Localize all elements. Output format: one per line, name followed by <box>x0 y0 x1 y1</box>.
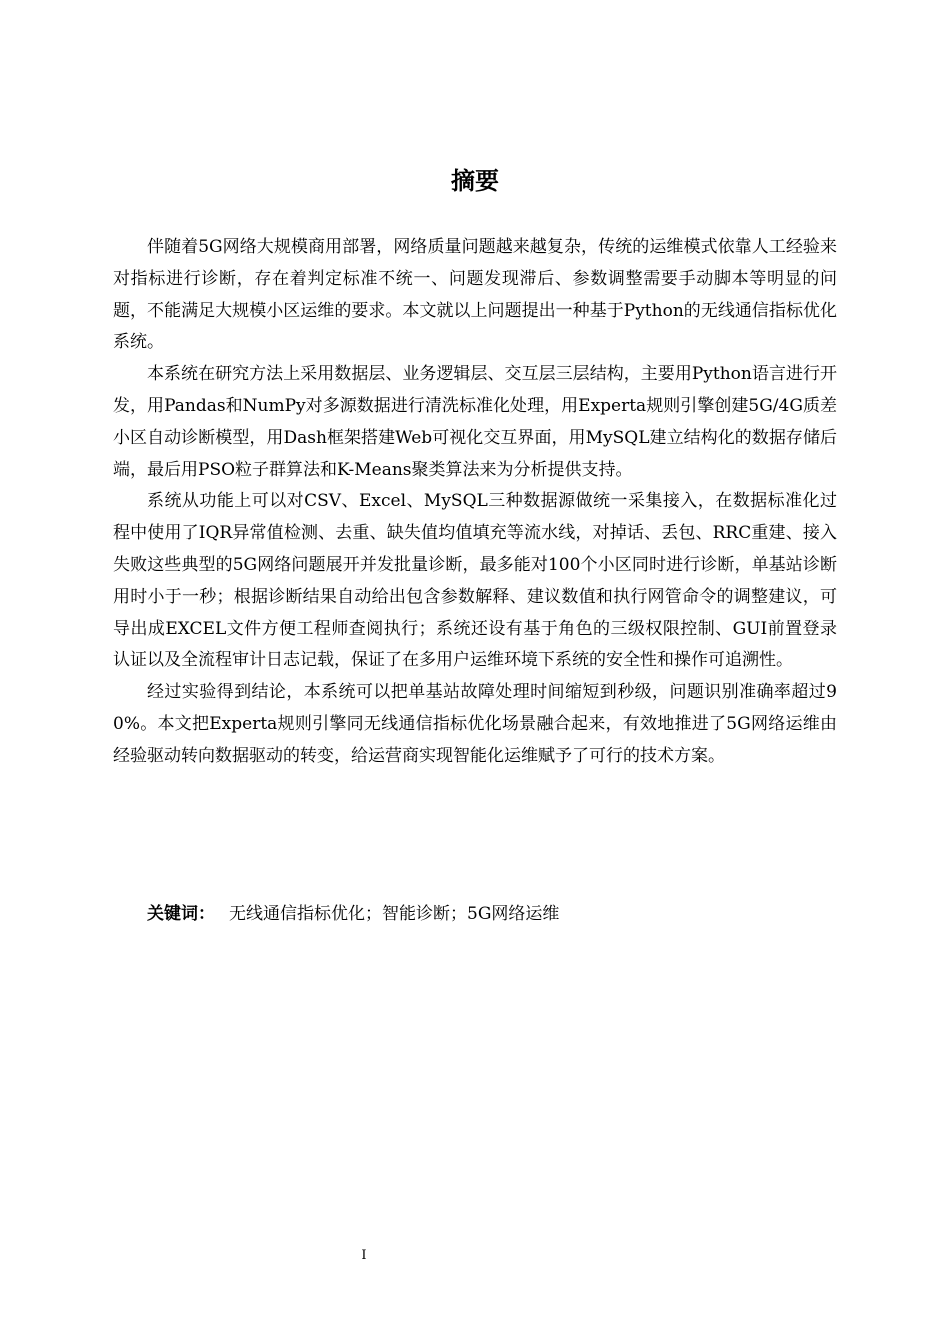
abstract-paragraph: 伴随着5G网络大规模商用部署，网络质量问题越来越复杂，传统的运维模式依靠人工经验来对指标进行诊断，存在着判定标准不统一、问题发现滞后、参数调整需要手动脚本等明显的问题，不能满足大规模小区运维的要求。本文就以上问题提出一种基于Python的无线通信指标优化系统。 <box>113 237 837 353</box>
abstract-paragraph: 经过实验得到结论，本系统可以把单基站故障处理时间缩短到秒级，问题识别准确率超过90%。本文把Experta规则引擎同无线通信指标优化场景融合起来，有效地推进了5G网络运维由经验驱动转向数据驱动的转变，给运营商实现智能化运维赋予了可行的技术方案。 <box>113 682 837 766</box>
keywords-text: 无线通信指标优化；智能诊断；5G网络运维 <box>229 904 560 924</box>
abstract-paragraph: 系统从功能上可以对CSV、Excel、MySQL三种数据源做统一采集接入，在数据标准化过程中使用了IQR异常值检测、去重、缺失值均值填充等流水线，对掉话、丢包、RRC重建、接入失败这些典型的5G网络问题展开并发批量诊断，最多能对100个小区同时进行诊断，单基站诊断用时小于一秒；根据诊断结果自动给出包含参数解释、建议数值和执行网管命令的调整建议，可导出成EXCEL文件方便工程师查阅执行；系统还设有基于角色的三级权限控制、GUI前置登录认证以及全流程审计日志记载，保证了在多用户运维环境下系统的安全性和操作可追溯性。 <box>113 491 837 671</box>
page-number: I <box>361 1248 367 1263</box>
keywords-label: 关键词： <box>147 904 215 924</box>
keywords-line <box>147 900 837 928</box>
abstract-paragraph: 本系统在研究方法上采用数据层、业务逻辑层、交互层三层结构，主要用Python语言进行开发，用Pandas和NumPy对多源数据进行清洗标准化处理，用Experta规则引擎创建5G/4G质差小区自动诊断模型，用Dash框架搭建Web可视化交互界面，用MySQL建立结构化的数据存储后端，最后用PSO粒子群算法和K-Means聚类算法来为分析提供支持。 <box>113 364 837 480</box>
abstract-title: 摘要 <box>451 167 499 195</box>
abstract-body <box>113 232 837 773</box>
